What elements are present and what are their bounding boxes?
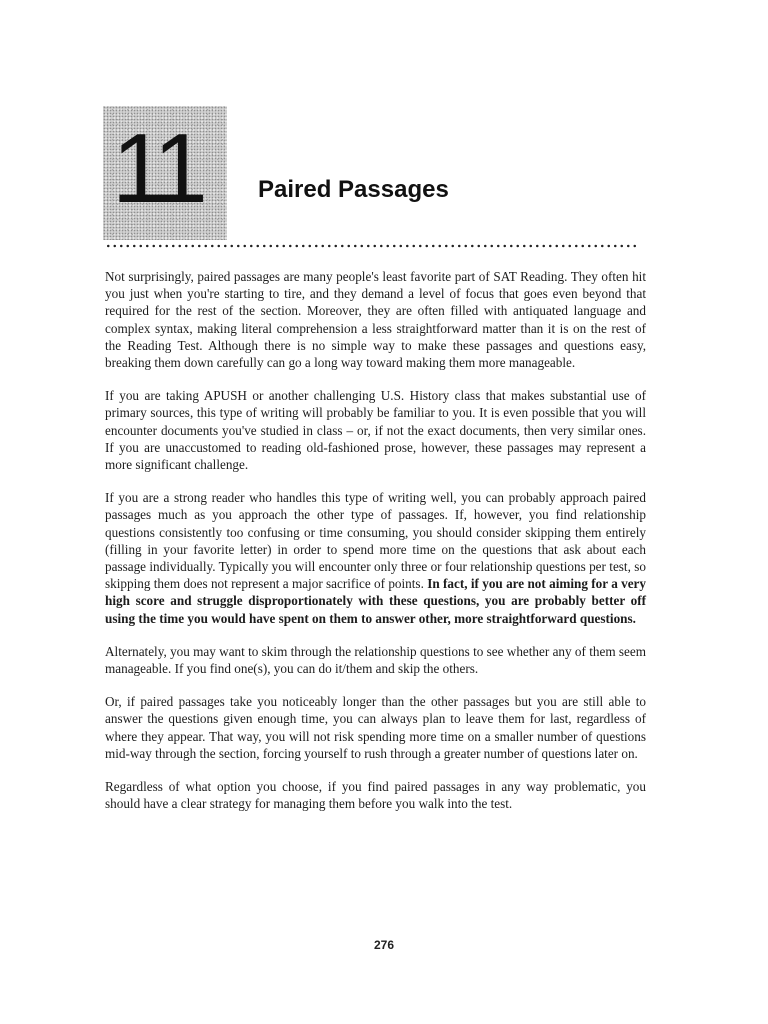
paragraph-text: If you are a strong reader who handles this type of writing well, you can probably approach paired passages much as you approach the other type of passages. If, however, you find relationship questions consistently too confusing or time consuming, you should consider skipping them entirely (filling in your favorite letter) in order to spend more time on the questions that ask about each passage individually. Typically you will encounter only three or four relationship questions per test, so skipping them does not represent a major sacrifice of points. — [105, 490, 646, 592]
paragraph-3 — [105, 489, 646, 627]
paragraph-text: Not surprisingly, paired passages are many people's least favorite part of SAT Reading. They often hit you just when you're starting to tire, and they demand a level of focus that goes even beyond that required for the rest of the section. Moreover, they are often filled with antiquated language and complex syntax, making literal comprehension a less straightforward matter than it is on the rest of the Reading Test. Although there is no simple way to make these passages and questions easy, breaking them down carefully can go a long way toward making them more manageable. — [105, 269, 646, 371]
paragraph-text: Alternately, you may want to skim through the relationship questions to see whether any of them seem manageable. If you find one(s), you can do it/them and skip the others. — [105, 643, 646, 677]
chapter-body — [105, 268, 646, 828]
paragraph-text: Or, if paired passages take you noticeably longer than the other passages but you are still able to answer the questions given enough time, you can always plan to leave them for last, regardless of where they appear. That way, you will not risk spending more time on a smaller number of questions mid-way through the section, forcing yourself to rush through a greater number of questions later on. — [105, 694, 646, 761]
paragraph-2 — [105, 387, 646, 473]
paragraph-text: If you are taking APUSH or another challenging U.S. History class that makes substantial use of primary sources, this type of writing will probably be familiar to you. It is even possible that you will encounter documents you've studied in class – or, if not the exact documents, then very similar ones. If you are unaccustomed to reading old-fashioned prose, however, these passages may represent a more significant challenge. — [105, 388, 646, 473]
paragraph-text: Regardless of what option you choose, if you find paired passages in any way problematic, you should have a clear strategy for managing them before you walk into the test. — [105, 779, 646, 812]
page-number: 276 — [373, 938, 395, 952]
chapter-number: 11 — [112, 113, 202, 223]
paragraph-4 — [105, 643, 646, 677]
chapter-title: Paired Passages — [258, 176, 449, 203]
paragraph-1 — [105, 268, 646, 371]
paragraph-emphasis: In fact, if you are not aiming for a very high score and struggle disproportionately with these questions, you are probably better off using the time you would have spent on them to answer other, more straightforward questions. — [105, 576, 647, 626]
paragraph-6 — [105, 778, 646, 812]
dotted-divider — [105, 244, 640, 248]
paragraph-5 — [105, 693, 646, 762]
